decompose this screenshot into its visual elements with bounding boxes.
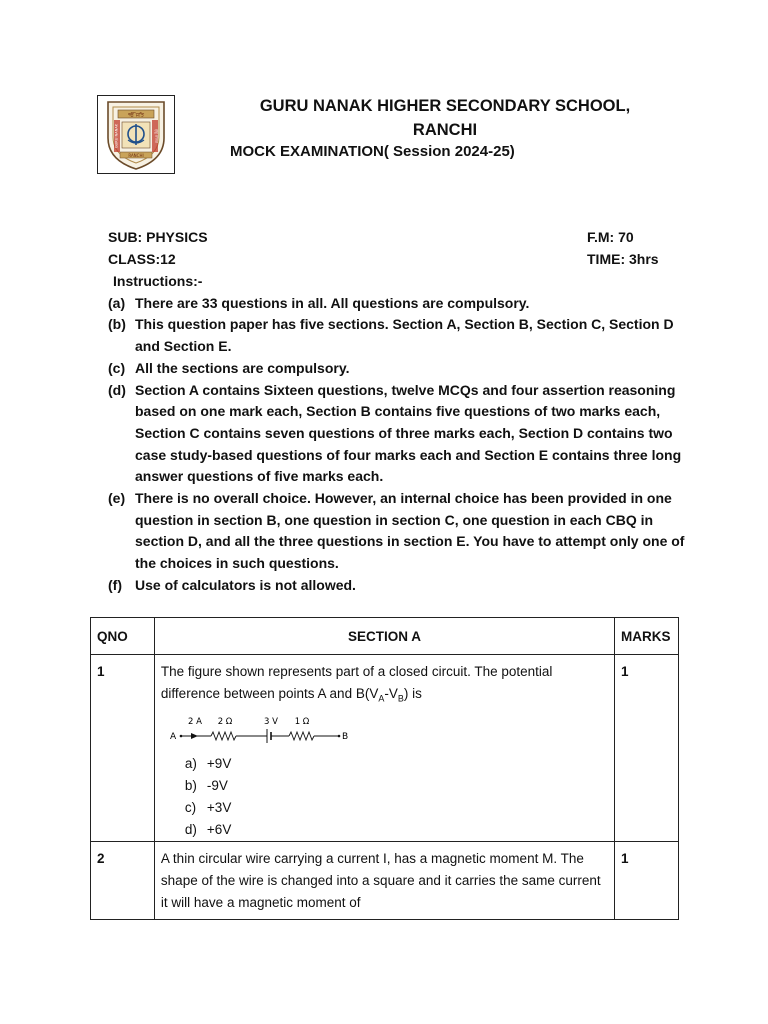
full-marks-label: F.M: 70 <box>587 229 634 245</box>
section-header: SECTION A <box>154 618 614 655</box>
instruction-item <box>108 380 688 489</box>
instruction-item <box>108 575 688 597</box>
logo-top-text: ੴ ਸਤਿ <box>128 112 144 119</box>
instruction-label: (c) <box>108 359 126 376</box>
table-header-row <box>91 618 679 655</box>
point-a-label: A <box>169 731 177 742</box>
option-label: d) <box>184 821 197 837</box>
question-text <box>161 661 608 710</box>
emf-label: 3 V <box>263 716 278 727</box>
table-row <box>91 842 679 920</box>
school-name <box>200 94 690 142</box>
circuit-diagram <box>167 716 367 746</box>
resistor-1ohm-icon <box>289 732 314 740</box>
question-number: 2 <box>91 842 155 920</box>
school-name-line2: RANCHI <box>412 121 478 139</box>
terminal-b <box>338 734 341 737</box>
instruction-text: There are 33 questions in all. All questions are compulsory. <box>135 294 530 311</box>
option-item <box>185 819 608 841</box>
option-item <box>185 753 608 775</box>
marks-header: MARKS <box>615 618 679 655</box>
instruction-text: Section A contains Sixteen questions, twelve MCQs and four assertion reasoning based on one mark each, Section B contains five questions of two marks each, Section C contains seven questions of three marks each, Section D contains two case study-based questions of four marks each and Section E contains three long answer questions of five marks each. <box>135 381 682 485</box>
instruction-label: (d) <box>108 381 126 398</box>
resistor2-label: 1 Ω <box>294 716 310 727</box>
logo-bottom-text: RANCHI <box>128 153 144 158</box>
current-label: 2 A <box>187 716 202 727</box>
options-list <box>185 753 608 841</box>
option-label: c) <box>184 799 197 815</box>
question-marks: 1 <box>615 842 679 920</box>
instruction-text: This question paper has five sections. Section A, Section B, Section C, Section D and Section E. <box>135 316 674 355</box>
question-text-part: The figure shown represents part of a closed circuit. The potential difference between points A and B(V <box>160 664 553 701</box>
instruction-item <box>108 488 688 575</box>
option-item <box>185 775 608 797</box>
resistor1-label: 2 Ω <box>217 716 233 727</box>
subscript-b: B <box>397 693 404 704</box>
instruction-label: (a) <box>108 294 126 311</box>
instruction-item <box>108 293 688 315</box>
class-label: CLASS:12 <box>108 251 176 267</box>
school-name-line1: GURU NANAK HIGHER SECONDARY SCHOOL, <box>259 97 631 115</box>
question-text-part: ) is <box>403 686 422 701</box>
current-arrow-icon <box>191 733 198 739</box>
logo-right-text: ਗੁਰੂ ਨਾਨਕ <box>154 129 159 143</box>
logo-left-text: GURU NANAK <box>114 123 119 149</box>
school-logo <box>97 95 175 174</box>
option-text: +3V <box>206 799 232 815</box>
question-body <box>154 842 614 920</box>
subscript-a: A <box>378 693 385 704</box>
questions-table <box>90 617 679 920</box>
subject-label: SUB: PHYSICS <box>108 229 208 245</box>
instruction-label: (b) <box>108 316 126 333</box>
option-text: -9V <box>206 777 228 793</box>
qno-header: QNO <box>91 618 155 655</box>
option-label: a) <box>184 755 197 771</box>
option-text: +9V <box>206 755 232 771</box>
instruction-text: All the sections are compulsory. <box>135 359 350 376</box>
instruction-text: Use of calculators is not allowed. <box>135 576 356 593</box>
instructions-heading: Instructions:- <box>113 273 203 289</box>
instruction-item <box>108 358 688 380</box>
instructions <box>108 271 688 597</box>
time-label: TIME: 3hrs <box>587 251 659 267</box>
option-text: +6V <box>206 821 232 837</box>
option-label: b) <box>184 777 197 793</box>
question-body <box>154 655 614 842</box>
instruction-label: (f) <box>108 576 122 593</box>
instruction-item <box>108 314 688 357</box>
point-b-label: B <box>341 731 349 742</box>
question-text-part: -V <box>384 686 398 701</box>
option-item <box>185 797 608 819</box>
school-crest-icon <box>98 96 174 173</box>
instruction-text: There is no overall choice. However, an internal choice has been provided in one question in section B, one question in section C, one question in each CBQ in section D, and all the three questions in section E. You have to attempt only one of the choices in such questions. <box>135 490 685 572</box>
exam-title: MOCK EXAMINATION( Session 2024-25) <box>230 143 515 160</box>
question-number: 1 <box>91 655 155 842</box>
instruction-label: (e) <box>108 490 126 507</box>
resistor-2ohm-icon <box>211 732 236 740</box>
table-row <box>91 655 679 842</box>
question-text: A thin circular wire carrying a current I, has a magnetic moment M. The shape of the wire is changed into a square and it carries the same current it will have a magnetic moment of <box>160 851 601 910</box>
question-marks: 1 <box>615 655 679 842</box>
